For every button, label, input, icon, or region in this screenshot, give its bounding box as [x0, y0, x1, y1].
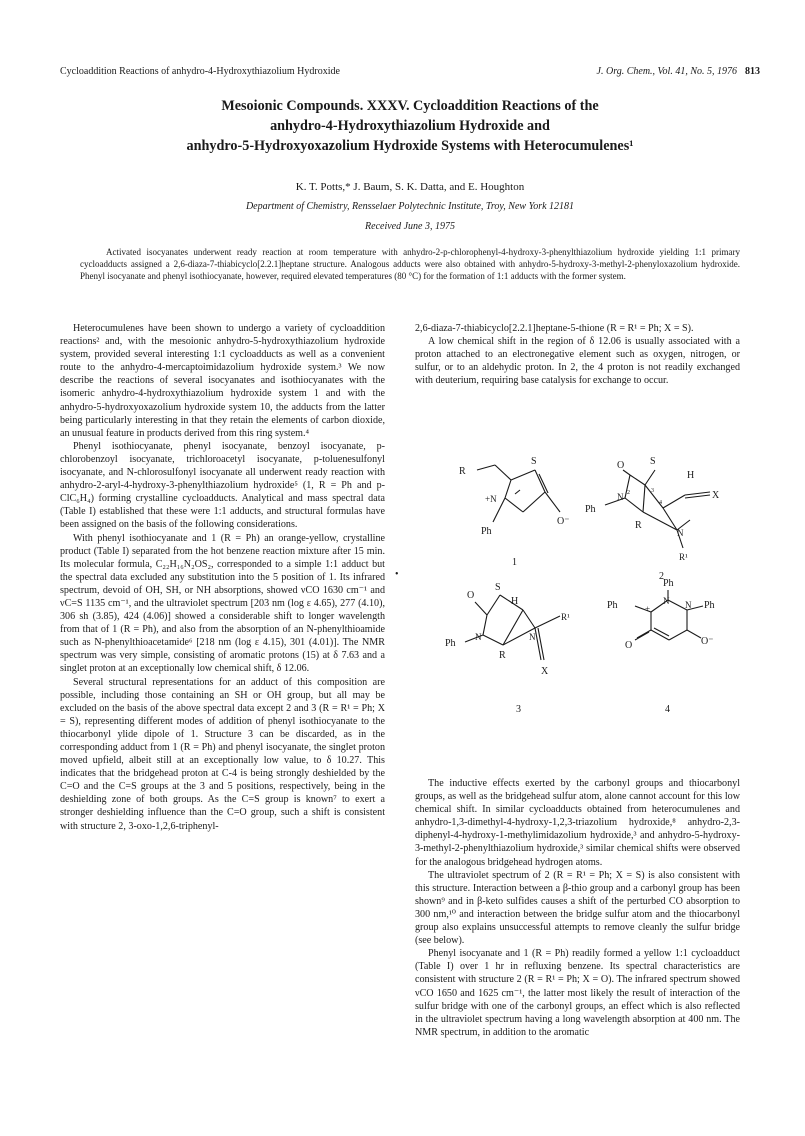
running-header-citation — [597, 64, 760, 80]
s4-ph-right: Ph — [704, 600, 715, 611]
s3-ph: Ph — [445, 638, 456, 649]
paragraph: The inductive effects exerted by the carbonyl groups and thiocarbonyl groups, as well as the bridgehead sulfur atom, alone cannot account for this low chemical shift. In similar cycloadducts obtained from heterocumulenes and anhydro-1,3-dimethyl-4-hydroxy-1,2,3-triazolium hydroxide,⁸ anhydro-2,3-diphenyl-4-hydroxy-1-methylimidazolium hydroxide,³ and anhydro-5-hydroxy-3-methyl-2-phenylthiazolium hydroxide,³ similar chemical shifts were observed for the analogous bridgehead hydrogen atoms. — [415, 778, 740, 868]
s2-o: O — [617, 460, 625, 471]
s4-o-minus: O⁻ — [701, 636, 714, 647]
article-title — [60, 96, 760, 156]
paragraph: A low chemical shift in the region of δ 12.06 is usually associated with a proton attached to an electronegative element such as oxygen, nitrogen, or sulfur, or to an aldehydic proton. In 2, the 4 proton is not readily exchanged with deuterium, requiring base catalysis for exchange to occur. — [415, 336, 740, 387]
s2-num-2: 2 — [627, 490, 630, 496]
s4-label: 4 — [665, 704, 670, 715]
running-header-title: Cycloaddition Reactions of anhydro-4-Hydroxythiazolium Hydroxide — [60, 66, 340, 77]
s3-n2: N — [529, 632, 536, 642]
title-line-1: Mesoionic Compounds. XXXV. Cycloaddition Reactions of the — [221, 98, 599, 114]
received-date: Received June 3, 1975 — [365, 221, 455, 232]
s3-o: O — [467, 590, 475, 601]
paragraph: Heterocumulenes have been shown to undergo a variety of cycloaddition reactions² and, with the mesoionic anhydro-5-hydroxythiazolium hydroxide system, provided several interesting 1:1 cycloadducts as well as a convenient route to the anhydro-4-mercaptoimidazolium hydroxide system.³ We now describe the reactions of several isocyanates and isothiocyanates with the isomeric anhydro-4-hydroxythiazolium hydroxide system 1 and with the anhydro-5-hydroxyoxazolium hydroxide system 10, the adducts from the latter being particularly interesting in that they retain the elements of carbon dioxide, an unusual feature in products derived from this ring system.⁴ — [60, 323, 385, 439]
s4-ph-left: Ph — [607, 600, 618, 611]
structures-svg — [415, 430, 740, 770]
page-number: 813 — [745, 66, 760, 77]
abstract: Activated isocyanates underwent ready reaction at room temperature with anhydro-2-p-chlorophenyl-4-hydroxy-3-phenylthiazolium hydroxide yielding 1:1 primary cycloadducts assigned a 2,6-diaza-7-thiabicyclo[2.2.1]heptane structure. Analogous adducts were also obtained with anhydro-5-hydroxy-3-methyl-2-phenyloxazolium hydroxide. Phenyl isocyanate and phenyl isothiocyanate, however, required elevated temperatures (80 °C) for the formation of 1:1 adducts with the former system. — [80, 247, 740, 281]
paragraph: With phenyl isothiocyanate and 1 (R = Ph) an orange-yellow, crystalline product (Table I) separated from the hot benzene reaction mixture after 15 min. Its molecular formula, C₂₂H₁₆N₂OS₂, corresponded to a simple 1:1 adduct but the spectral data excluded any substitution into the 5 position of 1. Its infrared spectrum, devoid of OH, SH, or NH absorptions, showed νCO 1630 cm⁻¹ and νC=S 1135 cm⁻¹, and the ultraviolet spectrum [203 nm (log ε 4.65), 277 (4.10), 306 sh (3.85), 424 (4.06)] showed a considerable shift to longer wavelength from that of 1 (R = Ph), and also from the absorption of an N-phenylthioamide such as N-phenylthioacetamide⁶ [218 nm (log ε 4.15), 301 (4.01)]. The NMR spectrum was very simple, consisting of aromatic protons (15) at δ 7.63 and a singlet proton at an exceptionally low chemical shift, δ 12.06. — [60, 532, 385, 675]
s2-n2: N — [677, 528, 684, 538]
title-line-2: anhydro-4-Hydroxythiazolium Hydroxide and — [270, 118, 550, 134]
right-column-top — [415, 322, 740, 387]
s4-o: O — [625, 640, 633, 651]
paragraph: Phenyl isothiocyanate, phenyl isocyanate, benzoyl isocyanate, p-chlorobenzoyl isocyanate, trichloroacetyl isocyanate, p-toluenesulfonyl isocyanate, and N-chlorosulfonyl isocyanate all underwent ready reaction with anhydro-2-aryl-4-hydroxy-3-phenylthiazolium hydroxide⁵ (1, R = Ph and p-ClC₆H₄) forming crystalline cycloadducts. Analytical and mass spectral data (Table I) established that these were 1:1 adducts, and structural formulas have been assigned on the basis of the following considerations. — [60, 440, 385, 531]
s4-plus: + — [645, 604, 651, 614]
s3-r1: R¹ — [561, 612, 570, 622]
s1-r: R — [459, 466, 466, 477]
margin-bullet: • — [395, 569, 399, 580]
left-column — [60, 322, 385, 833]
s1-ph: Ph — [481, 526, 492, 537]
s4-n-plus: N — [663, 596, 670, 606]
journal-citation: J. Org. Chem., Vol. 41, No. 5, 1976 — [596, 66, 737, 77]
s3-s: S — [495, 582, 501, 593]
s2-s: S — [650, 456, 656, 467]
s2-num-3: 3 — [651, 488, 654, 494]
s2-r1: R¹ — [679, 552, 688, 562]
s1-label: 1 — [512, 557, 517, 568]
s2-n: N — [617, 492, 624, 502]
s3-r: R — [499, 650, 506, 661]
paragraph: Several structural representations for an adduct of this composition are possible, including those containing an SH or OH group, but all may be excluded on the basis of the above spectral data except 2 and 3 (R = R¹ = Ph; X = S), representing different modes of addition of phenyl isothiocyanate to the thiocarbonyl ylide dipole of 1. Structure 3 can be discarded, as in the corresponding adduct from 1 (R = Ph) and phenyl isocyanate, the singlet proton moved upfield, albeit still at an exceptionally low value, to δ 10.27. This indicates that the bridgehead proton at C-4 is being strongly deshielded by the C=O and the C=S groups at the 3 and 5 positions, respectively, being in the deshielding zone of both groups. As the C=S group is known⁷ to exert a stronger deshielding influence than the C=O group, such a shift is consistent with structure 2, 3-oxo-1,2,6-triphenyl- — [60, 676, 385, 832]
s4-ph-top: Ph — [663, 578, 674, 589]
s2-x: X — [712, 490, 720, 501]
s2-label: 2 — [659, 571, 664, 582]
s2-h: H — [687, 470, 695, 481]
paragraph: The ultraviolet spectrum of 2 (R = R¹ = Ph; X = S) is also consistent with this structure. Interaction between a β-thio group and a carbonyl group has been shown⁹ and in β-keto sulfides causes a shift of the perturbed CO absorption to 300 nm,¹⁰ and interaction between the bridge sulfur atom and the thiocarbonyl group also explains unsuccessful attempts to remove cleanly the sulfur bridge (see below). — [415, 869, 740, 947]
paragraph: 2,6-diaza-7-thiabicyclo[2.2.1]heptane-5-thione (R = R¹ = Ph; X = S). — [415, 323, 694, 334]
chemical-structures — [415, 430, 740, 770]
s3-label: 3 — [516, 704, 521, 715]
s3-h: H — [511, 596, 519, 607]
s2-r: R — [635, 520, 642, 531]
s3-x: X — [541, 666, 549, 677]
s3-n: N — [475, 632, 482, 642]
s4-n: N — [685, 600, 692, 610]
s1-s: S — [531, 456, 537, 467]
s2-num-4: 4 — [659, 500, 662, 506]
paragraph: Phenyl isocyanate and 1 (R = Ph) readily formed a yellow 1:1 cycloadduct (Table I) over 1 hr in refluxing benzene. Its spectral characteristics are consistent with structure 2 (R = R¹ = Ph; X = O). The infrared spectrum showed νCO 1650 and 1625 cm⁻¹, the latter most likely the result of interaction of the sulfur bridge with one of the carbonyl groups, an effect which is also reflected in the ultraviolet spectrum having a long wavelength absorption at 400 nm. The NMR spectrum, in addition to the aromatic — [415, 948, 740, 1038]
structure-2-bonds — [605, 470, 710, 548]
s1-o-minus: O⁻ — [557, 516, 570, 527]
s1-n-plus: +N — [485, 494, 497, 504]
affiliation: Department of Chemistry, Rensselaer Polytechnic Institute, Troy, New York 12181 — [245, 201, 575, 212]
right-column-bottom — [415, 777, 740, 1039]
authors: K. T. Potts,* J. Baum, S. K. Datta, and E. Houghton — [295, 181, 525, 193]
running-header — [60, 64, 760, 80]
s2-ph: Ph — [585, 504, 596, 515]
title-line-3: anhydro-5-Hydroxyoxazolium Hydroxide Systems with Heterocumulenes¹ — [186, 138, 634, 154]
